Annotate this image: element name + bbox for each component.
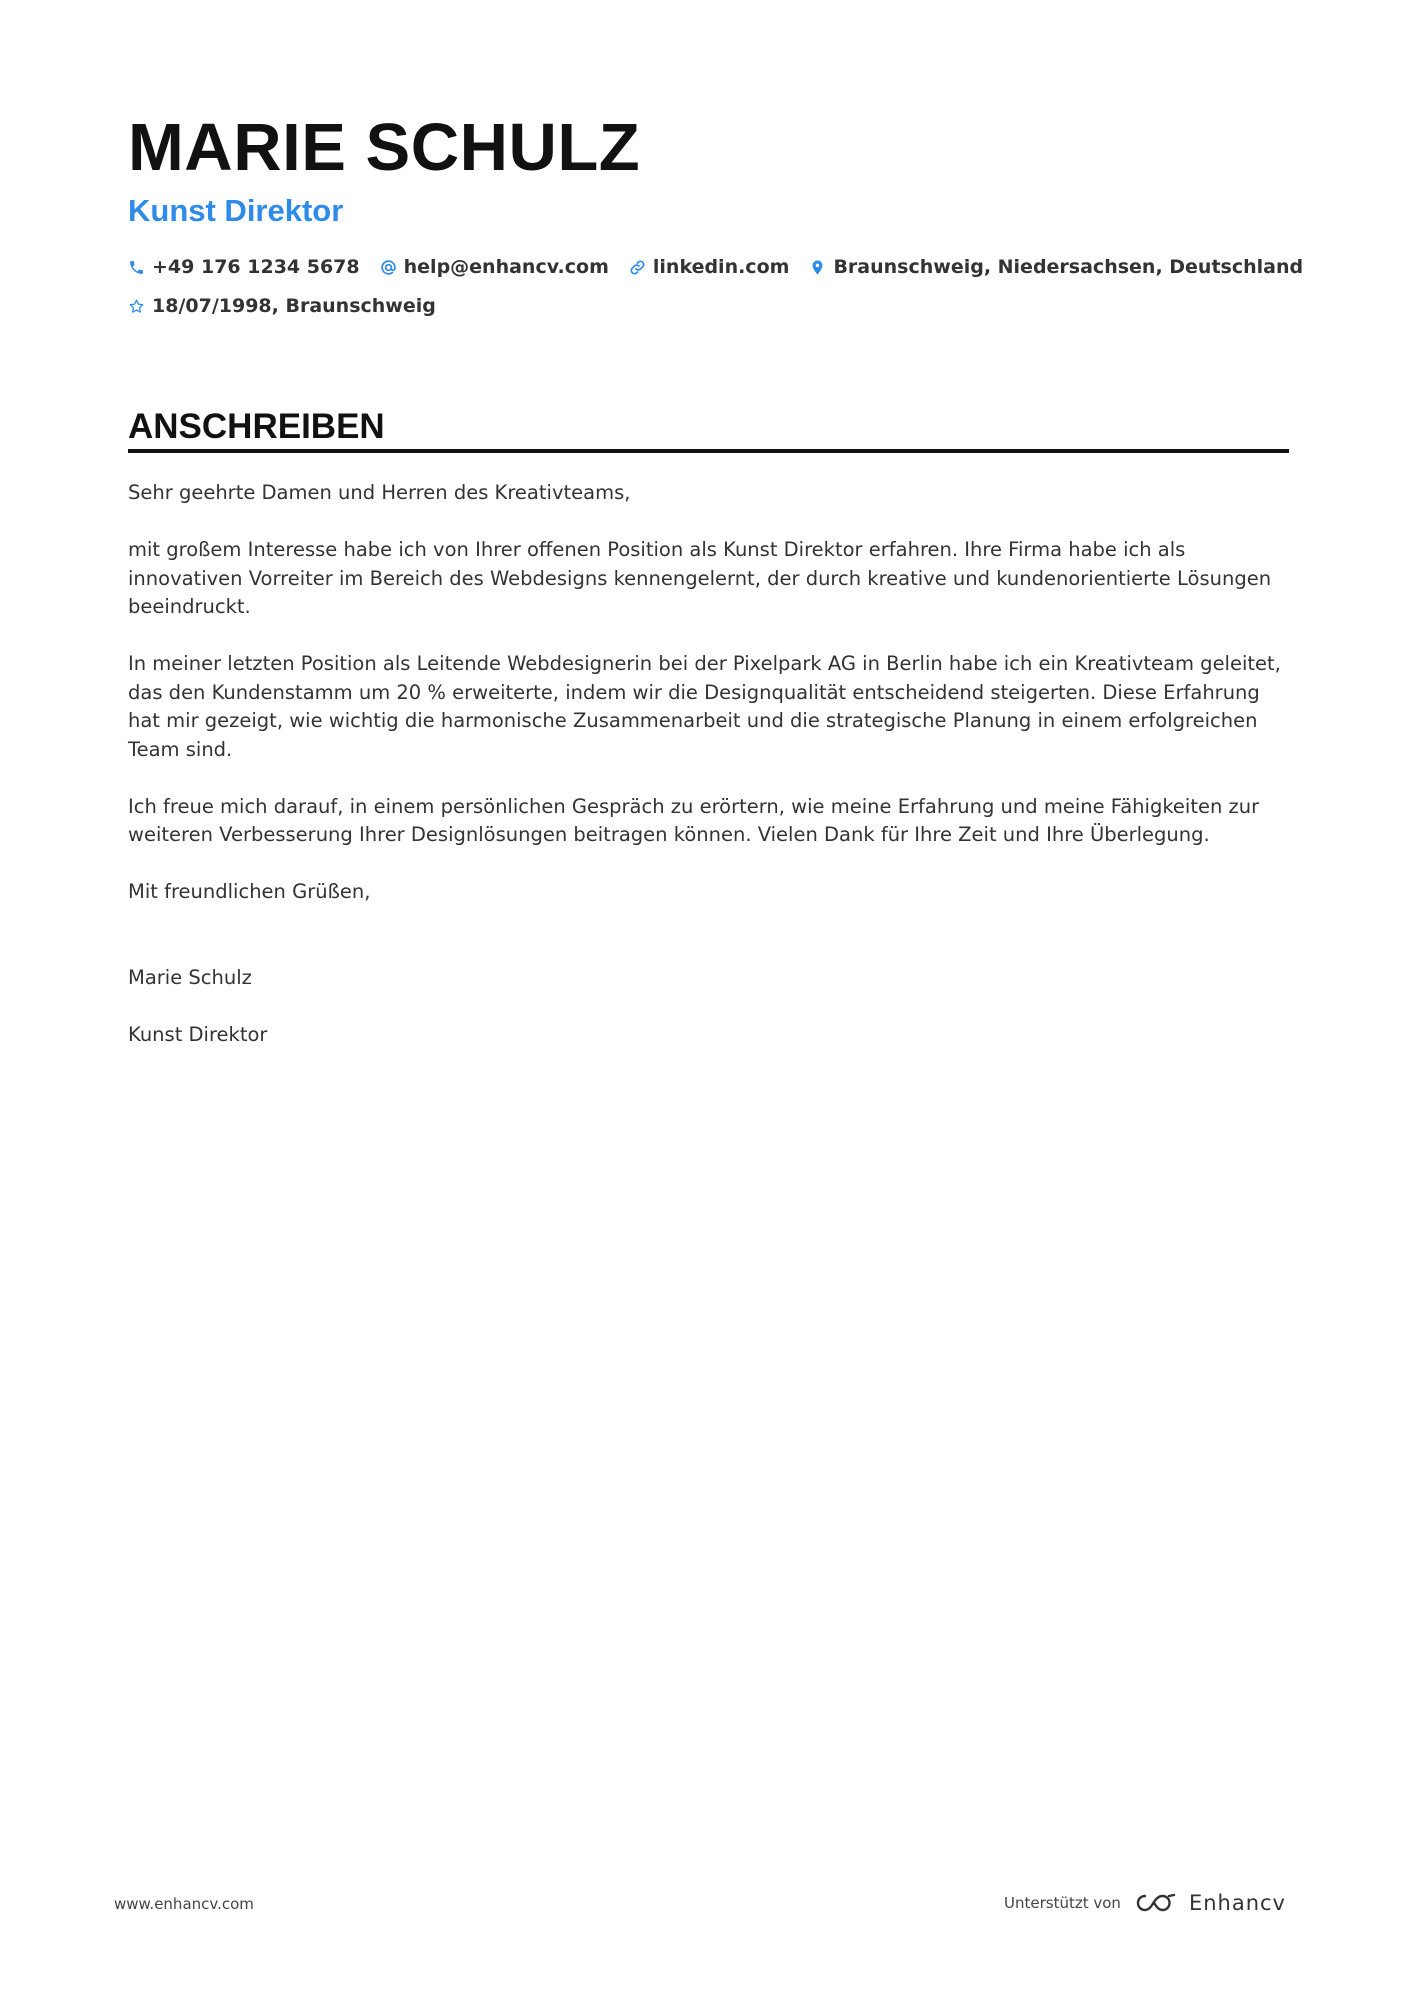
applicant-role: Kunst Direktor: [128, 193, 344, 228]
powered-by-label: Unterstützt von: [1004, 1894, 1121, 1912]
contact-location: [809, 256, 1303, 278]
brand-name: Enhancv: [1188, 1891, 1286, 1915]
signature-title: Kunst Direktor: [128, 1022, 268, 1046]
contact-row-1: [128, 253, 1323, 281]
applicant-name: MARIE SCHULZ: [128, 110, 641, 185]
letter-closing: Mit freundlichen Grüßen,: [128, 880, 371, 903]
footer-branding: [1004, 1890, 1286, 1916]
letter-paragraph-1: mit großem Interesse habe ich von Ihrer offenen Position als Kunst Direktor erfahren. Ihre Firma habe ich als innovativen Vorreiter im Bereich des Webdesigns kennengelernt, der durch kreative und kundenorientierte Lösungen beeindruckt.: [128, 538, 1272, 618]
letter-salutation: Sehr geehrte Damen und Herren des Kreativteams,: [128, 481, 631, 504]
section-divider: [128, 449, 1289, 453]
contact-linkedin: [629, 256, 790, 278]
at-icon: [380, 259, 397, 276]
contact-phone-text[interactable]: +49 176 1234 5678: [152, 256, 360, 278]
letter-paragraph-2: In meiner letzten Position als Leitende Webdesignerin bei der Pixelpark AG in Berlin habe ich ein Kreativteam geleitet, das den Kundenstamm um 20 % erweiterte, indem wir die Designqualität entscheidend steigerten. Diese Erfahrung hat mir gezeigt, wie wichtig die harmonische Zusammenarbeit und die strategische Planung in einem erfolgreichen Team sind.: [128, 652, 1281, 761]
location-pin-icon: [809, 259, 826, 276]
contact-email-text[interactable]: help@enhancv.com: [403, 256, 609, 278]
signature-name: Marie Schulz: [128, 965, 252, 989]
section-title: ANSCHREIBEN: [128, 407, 385, 446]
contact-phone: [128, 256, 360, 278]
star-icon: [128, 298, 145, 315]
link-icon: [629, 259, 646, 276]
contact-birth-text: 18/07/1998, Braunschweig: [152, 295, 436, 317]
contact-row-2: [128, 292, 456, 320]
footer-website[interactable]: www.enhancv.com: [114, 1895, 254, 1913]
letter-paragraph-3: Ich freue mich darauf, in einem persönlichen Gespräch zu erörtern, wie meine Erfahrung und meine Fähigkeiten zur weiteren Verbesserung Ihrer Designlösungen beitragen können. Vielen Dank für Ihre Zeit und Ihre Überlegung.: [128, 794, 1260, 846]
letter-body: [128, 479, 1293, 1078]
phone-icon: [128, 259, 145, 276]
contact-birth: [128, 295, 436, 317]
enhancv-logo-icon: [1133, 1890, 1179, 1916]
contact-email: [380, 256, 609, 278]
contact-location-text: Braunschweig, Niedersachsen, Deutschland: [833, 256, 1304, 278]
contact-linkedin-text[interactable]: linkedin.com: [652, 256, 790, 278]
